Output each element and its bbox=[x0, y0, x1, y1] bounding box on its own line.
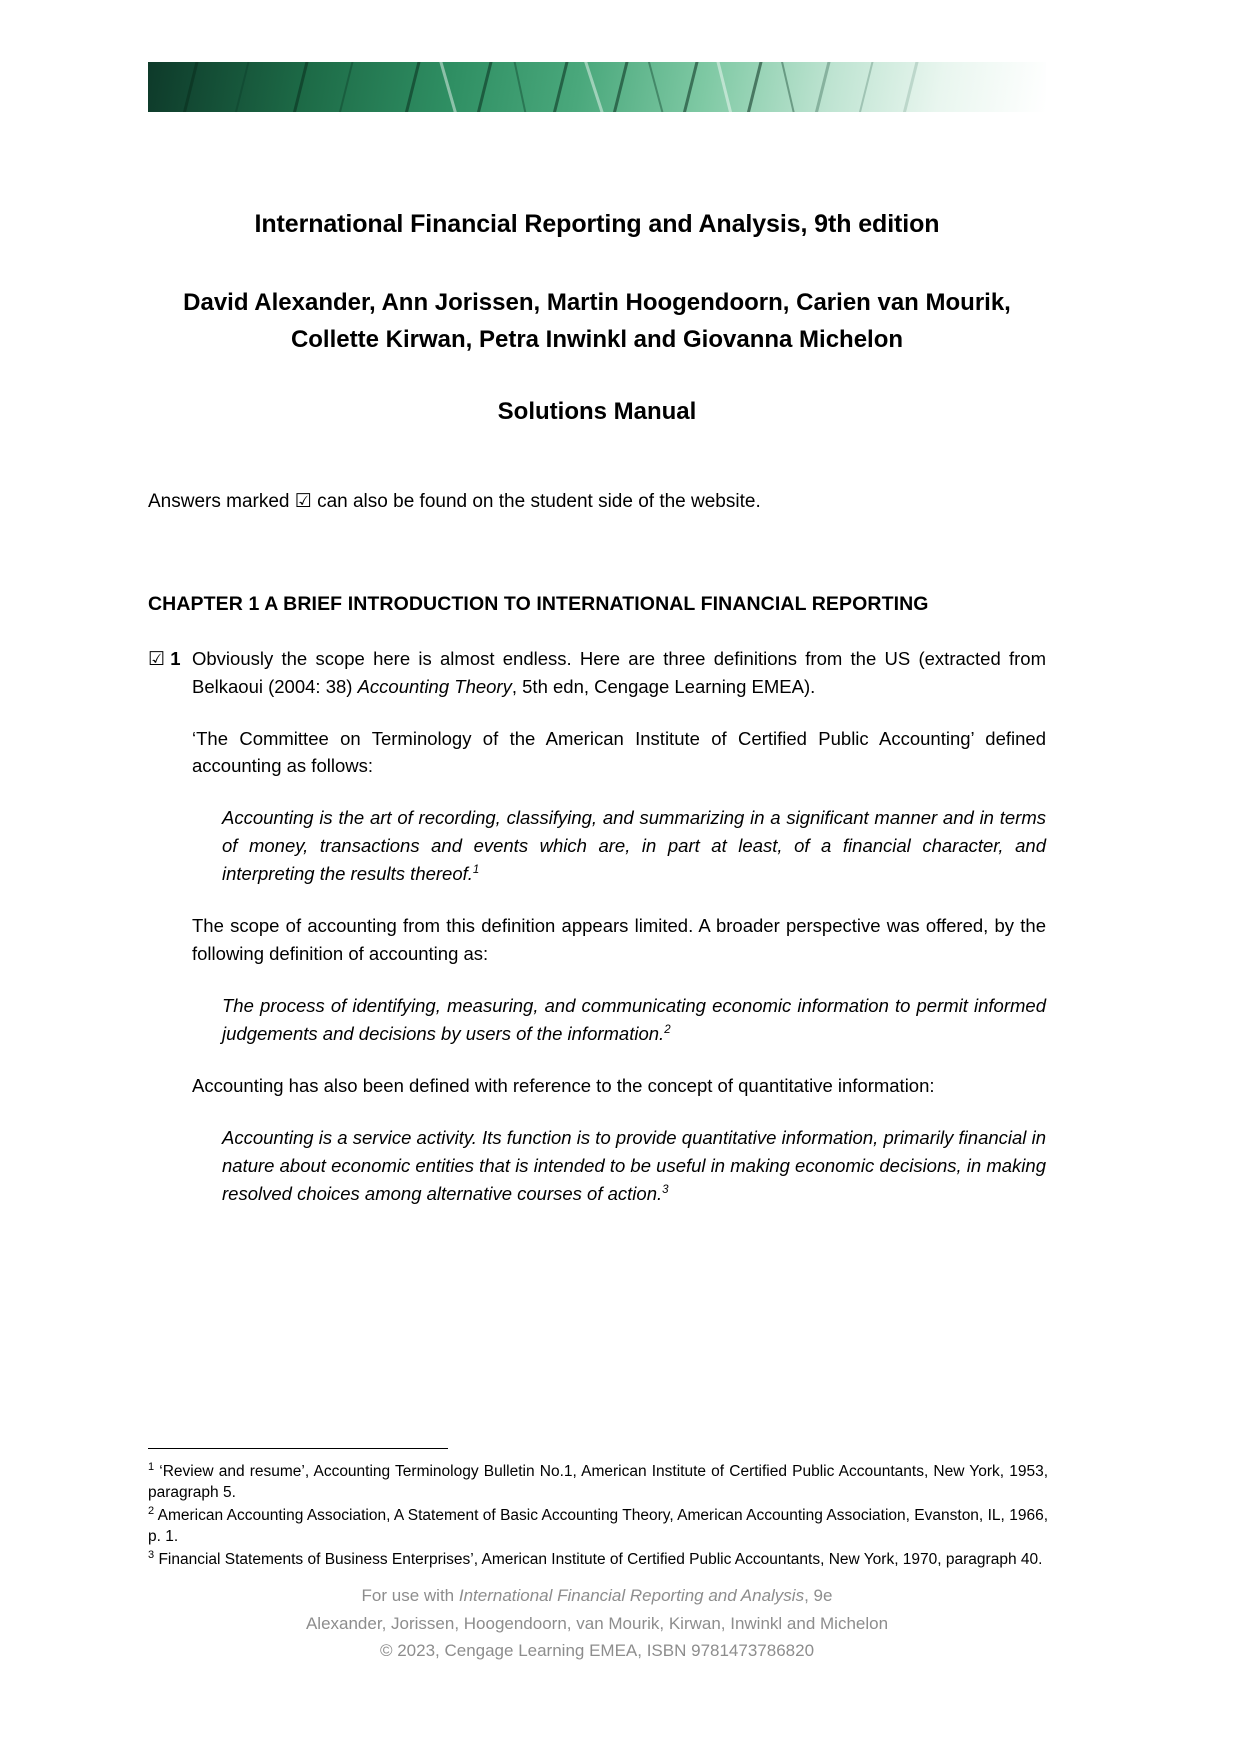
footnote-number: 1 bbox=[148, 1460, 155, 1473]
quote-1 bbox=[222, 804, 1046, 888]
footer-line-2: Alexander, Jorissen, Hoogendoorn, van Mourik, Kirwan, Inwinkl and Michelon bbox=[305, 1613, 889, 1633]
quote-1-text: Accounting is the art of recording, classifying, and summarizing in a significant manner and in terms of money, transactions and events which are, in part at least, of a financial character, and interpreting the results thereof. bbox=[222, 807, 1046, 885]
checkbox-icon: ☑ bbox=[148, 649, 166, 671]
quote-3-text: Accounting is a service activity. Its function is to provide quantitative information, primarily financial in nature about economic entities that is intended to be useful in making economic decisions, in making resolved choices among alternative courses of action. bbox=[222, 1126, 1046, 1205]
footnote-separator bbox=[148, 1448, 448, 1449]
paragraph-3: Accounting has also been defined with reference to the concept of quantitative information: bbox=[192, 1075, 935, 1097]
footnote-item bbox=[148, 1550, 1048, 1571]
footnote-item bbox=[148, 1462, 1048, 1504]
footnote-text: Financial Statements of Business Enterprises’, American Institute of Certified Public Accountants, New York, 1970, paragraph 40. bbox=[158, 1550, 1043, 1568]
page-footer bbox=[148, 1582, 1046, 1665]
answers-note: Answers marked ☑ can also be found on the student side of the website. bbox=[148, 491, 761, 513]
quote-2-text: The process of identifying, measuring, and communicating economic information to permit informed judgements and decisions by users of the information. bbox=[222, 994, 1046, 1045]
quote-2-footnote-ref: 2 bbox=[664, 1023, 671, 1036]
chapter-heading: CHAPTER 1 A BRIEF INTRODUCTION TO INTERNATIONAL FINANCIAL REPORTING bbox=[148, 592, 929, 615]
author-list: David Alexander, Ann Jorissen, Martin Hoogendoorn, Carien van Mourik, Collette Kirwan, Petra Inwinkl and Giovanna Michelon bbox=[183, 289, 1011, 354]
quote-2 bbox=[222, 992, 1046, 1048]
question-text bbox=[192, 645, 1046, 701]
question-number: 1 bbox=[170, 648, 181, 670]
footer-line-1-suffix: , 9e bbox=[804, 1586, 833, 1605]
footnote-item bbox=[148, 1506, 1048, 1548]
question-marker bbox=[148, 645, 192, 675]
footnote-text: American Accounting Association, A Statement of Basic Accounting Theory, American Accounting Association, Evanston, IL, 1966, p. 1. bbox=[148, 1506, 1048, 1545]
question-lead-part1: Obviously the scope here is almost endless. Here are three definitions from the US (extracted from Belkaoui (2004: 38) bbox=[192, 648, 1046, 697]
document-body bbox=[148, 0, 1046, 1208]
paragraph-2: The scope of accounting from this definition appears limited. A broader perspective was offered, by the following definition of accounting as: bbox=[192, 915, 1046, 965]
footnote-number: 3 bbox=[148, 1548, 155, 1561]
quote-3-footnote-ref: 3 bbox=[662, 1183, 669, 1196]
footnote-text: ‘Review and resume’, Accounting Terminology Bulletin No.1, American Institute of Certified Public Accountants, New York, 1953, paragraph 5. bbox=[148, 1463, 1049, 1501]
paragraph-1: ‘The Committee on Terminology of the American Institute of Certified Public Accounting’ defined accounting as follows: bbox=[192, 727, 1046, 777]
footer-line-3: © 2023, Cengage Learning EMEA, ISBN 9781473786820 bbox=[379, 1641, 815, 1661]
footer-line-1 bbox=[148, 1582, 1046, 1610]
quote-1-footnote-ref: 1 bbox=[472, 864, 480, 877]
footnote-list bbox=[148, 1462, 1048, 1573]
question-block bbox=[148, 645, 1046, 701]
footnote-number: 2 bbox=[148, 1504, 155, 1517]
document-subtitle: Solutions Manual bbox=[497, 398, 697, 426]
question-lead-part2: , 5th edn, Cengage Learning EMEA). bbox=[511, 675, 816, 697]
quote-3 bbox=[222, 1124, 1046, 1208]
page-title: International Financial Reporting and Analysis, 9th edition bbox=[254, 210, 940, 238]
footer-line-1-italic: International Financial Reporting and Analysis bbox=[458, 1586, 805, 1605]
footer-line-1-prefix: For use with bbox=[361, 1586, 459, 1605]
question-lead-italic: Accounting Theory bbox=[357, 675, 512, 697]
